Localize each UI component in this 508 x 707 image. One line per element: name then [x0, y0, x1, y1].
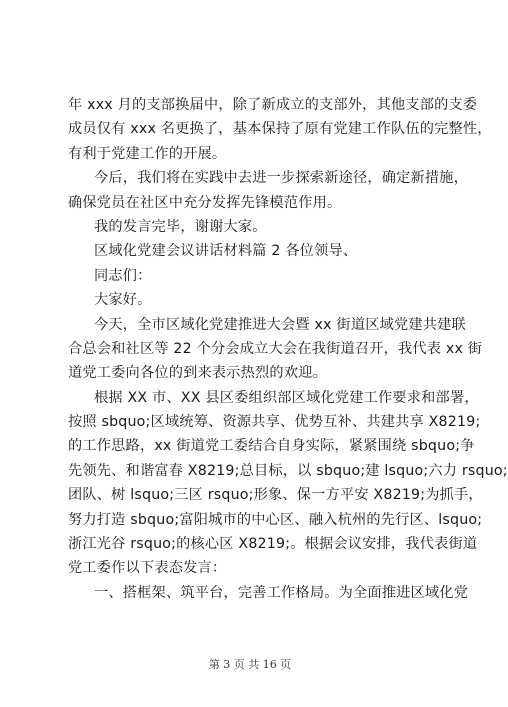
- text-line: 年 xxx 月的支部换届中，除了新成立的支部外，其他支部的支委: [68, 97, 478, 113]
- text-line: 成员仅有 xxx 名更换了，基本保持了原有党建工作队伍的完整性，: [68, 121, 492, 138]
- text-line: 道党工委向各位的到来表示热烈的欢迎。: [68, 365, 327, 382]
- document-body: [68, 93, 508, 605]
- text-line: 的工作思路，xx 街道党工委结合自身实际，紧紧围绕 sbquo;争: [68, 438, 475, 455]
- text-line: 大家好。: [94, 292, 152, 309]
- page-number-footer: 第 3 页 共 16 页: [208, 658, 292, 671]
- text-line: 根据 XX 市、XX 县区委组织部区域化党建工作要求和部署，: [94, 389, 479, 406]
- text-line: 同志们：: [94, 267, 152, 284]
- text-line: 努力打造 sbquo;富阳城市的中心区、融入杭州的先行区、lsquo;: [68, 511, 483, 528]
- text-line: 有利于党建工作的开展。: [68, 145, 227, 162]
- text-line: 浙江光谷 rsquo;的核心区 X8219;。根据会议安排，我代表街道: [68, 536, 478, 553]
- text-line: 确保党员在社区中充分发挥先锋模范作用。: [68, 194, 342, 211]
- text-line: 区域化党建会议讲话材料篇 2 各位领导、: [94, 243, 358, 260]
- text-line: 团队、树 lsquo;三区 rsquo;形象、保一方平安 X8219;为抓手，: [68, 487, 483, 504]
- text-line: 党工委作以下表态发言：: [68, 560, 227, 577]
- text-line: 今后，我们将在实践中去进一步探索新途径，确定新措施，: [94, 170, 469, 187]
- text-line: 今天，全市区域化党建推进大会暨 xx 街道区域党建共建联: [94, 316, 466, 333]
- text-line: 先领先、和谐富春 X8219;总目标，以 sbquo;建 lsquo;六力 rsquo;: [68, 462, 508, 479]
- text-line: 合总会和社区等 22 个分会成立大会在我街道召开，我代表 xx 街: [68, 340, 483, 357]
- text-line: 按照 sbquo;区域统筹、资源共享、优势互补、共建共享 X8219;: [68, 414, 481, 431]
- text-line: 我的发言完毕，谢谢大家。: [94, 218, 267, 235]
- text-line: 一、搭框架、筑平台，完善工作格局。为全面推进区域化党: [94, 584, 469, 601]
